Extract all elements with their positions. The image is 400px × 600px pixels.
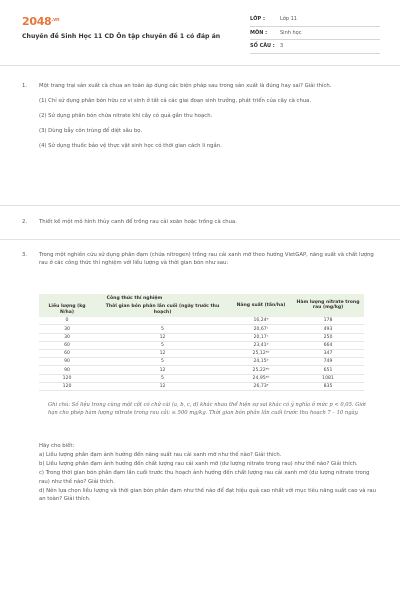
sub-question-b: b) Liều lượng phân đạm ảnh hưởng đến chất lượng rau cải xanh mỡ (dư lượng nitrate trong rau) như thế nào? Giải thích.: [39, 461, 358, 468]
table-cell: 26,73ᵃ: [230, 382, 292, 390]
table-cell: 1081: [292, 374, 364, 382]
table-note: Ghi chú: Số liệu trong cùng một cột có chữ cái (a, b, c, d) khác nhau thể hiện sự sai khác có ý nghĩa ở mức p < 0,05. Giới hạn cho phép hàm lượng nitrate trong rau cải: ≤ 500 mg/kg. Thời gian bón phân lần cuối trước thu hoạch 7 – 10 ngày.: [48, 402, 366, 416]
table-cell: 60: [39, 341, 95, 349]
sub-questions-lead: Hãy cho biết:: [39, 443, 75, 449]
meta-key: MÔN :: [250, 29, 268, 36]
table-cell: 90: [39, 366, 95, 374]
table-cell: 250: [292, 333, 364, 341]
question-item: (1) Chỉ sử dụng phân bón hữu cơ vi sinh ở tất cả các giai đoạn sinh trưởng, phát triển của cây cà chua.: [39, 98, 312, 104]
table-cell: 16,24ᵉ: [230, 317, 292, 325]
table-cell: 5: [95, 374, 230, 382]
sub-questions: [39, 442, 379, 504]
logo-main-text: 2048: [22, 15, 52, 28]
table-cell: 12: [95, 350, 230, 358]
table-header-yield: Năng suất (tấn/ha): [230, 294, 292, 317]
table-cell: 12: [95, 382, 230, 390]
page-header: [0, 0, 400, 62]
sub-question-a: a) Liều lượng phân đạm ảnh hưởng đến năng suất rau cải xanh mỡ như thế nào? Giải thích.: [39, 452, 282, 459]
table-cell: 60: [39, 350, 95, 358]
table-cell: 664: [292, 341, 364, 349]
question-body: [39, 251, 379, 274]
table-cell: 25,22ᵃᵇ: [230, 366, 292, 374]
table-row: [39, 366, 364, 374]
table-cell: 749: [292, 358, 364, 366]
question-number: 3.: [22, 252, 28, 258]
meta-info-box: [250, 13, 380, 54]
meta-key: SỐ CÂU :: [250, 43, 275, 50]
table-cell: 30: [39, 325, 95, 333]
question-item: (4) Sử dụng thuốc bảo vệ thực vật sinh học có thời gian cách li ngắn.: [39, 143, 222, 149]
table-row: [39, 325, 364, 333]
table-cell: 23,41ᵇ: [230, 341, 292, 349]
table-header-timing: Thời gian bón phân lần cuối (ngày trước thu hoạch): [95, 303, 230, 317]
table-cell: 30: [39, 333, 95, 341]
logo-suffix-text: .vn: [51, 17, 60, 23]
question-item: (2) Sử dụng phân bón chứa nitrate khi cây có quả gần thu hoạch.: [39, 113, 213, 119]
table-cell: 20,67ᶜ: [230, 325, 292, 333]
table-cell: 5: [95, 325, 230, 333]
sub-question-c: c) Trong thời gian bón phân đạm lần cuối trước thu hoạch ảnh hưởng đến chất lượng rau cải xanh mỡ (dư lượng nitrate trong rau) như thế nào? Giải thích.: [39, 470, 370, 485]
header-divider: [0, 65, 400, 66]
question-intro: Thiết kế một mô hình thủy canh để trồng rau cải xoăn hoặc trồng cà chua.: [39, 219, 237, 225]
meta-key: LỚP :: [250, 16, 265, 23]
meta-row-subject: [250, 27, 380, 41]
table-cell: 347: [292, 350, 364, 358]
table-row: [39, 341, 364, 349]
meta-row-class: [250, 13, 380, 27]
table-cell: 12: [95, 366, 230, 374]
table-cell: 120: [39, 382, 95, 390]
table-group-header: Công thức thí nghiệm: [39, 294, 230, 303]
meta-value: 3: [280, 43, 284, 50]
table-cell: 493: [292, 325, 364, 333]
meta-row-question-count: [250, 40, 380, 54]
table-cell: 24,15ᵇ: [230, 358, 292, 366]
table-cell: 651: [292, 366, 364, 374]
table-cell: 835: [292, 382, 364, 390]
table-row: [39, 374, 364, 382]
question-divider: [0, 239, 400, 240]
table-row: [39, 317, 364, 325]
question-divider: [0, 205, 400, 206]
question-intro: Một trang trại sản xuất cà chua an toàn áp dụng các biện pháp sau trong sản xuất là đúng hay sai? Giải thích.: [39, 83, 332, 89]
table-header-dose: Liều lượng (kg N/ha): [39, 303, 95, 317]
question-intro: Trong một nghiên cứu sử dụng phân đạm (chứa nitrogen) trồng rau cải xanh mỡ theo hướng VietGAP, năng suất và chất lượng rau ở các công thức thí nghiệm với liều lượng và thời gian bón như sau:: [39, 252, 374, 266]
table-cell: 120: [39, 374, 95, 382]
document-title: Chuyên đề Sinh Học 11 CD Ôn tập chuyên đề 1 có đáp án: [22, 33, 221, 40]
table-cell: 12: [95, 333, 230, 341]
table-row: [39, 358, 364, 366]
experiment-table: [39, 294, 364, 391]
table-cell: 24,95ᵃᵇ: [230, 374, 292, 382]
sub-question-d: d) Nên lựa chọn liều lượng và thời gian bón phân đạm như thế nào để đạt hiệu quả cao nhất với mục tiêu năng suất cao và rau an toàn? Giải thích.: [39, 487, 376, 502]
question-number: 1.: [22, 83, 28, 89]
question-item: (3) Dùng bẫy côn trùng để diệt sâu bọ.: [39, 128, 143, 134]
table-cell: [95, 317, 230, 325]
meta-value: Lớp 11: [280, 16, 297, 23]
table-row: [39, 382, 364, 390]
table-row: [39, 350, 364, 358]
table-cell: 5: [95, 358, 230, 366]
table-cell: 20,17ᶜ: [230, 333, 292, 341]
table-header-row: [39, 294, 364, 303]
question-body: [39, 82, 379, 157]
table-row: [39, 333, 364, 341]
table-cell: 0: [39, 317, 95, 325]
meta-value: Sinh học: [280, 29, 302, 36]
table-cell: 25,12ᵃᵇ: [230, 350, 292, 358]
table-cell: 90: [39, 358, 95, 366]
table-cell: 5: [95, 341, 230, 349]
site-logo[interactable]: [22, 15, 59, 28]
table-cell: 178: [292, 317, 364, 325]
question-number: 2.: [22, 219, 28, 225]
question-body: [39, 218, 379, 233]
table-header-nitrate: Hàm lượng nitrate trong rau (mg/kg): [292, 294, 364, 317]
